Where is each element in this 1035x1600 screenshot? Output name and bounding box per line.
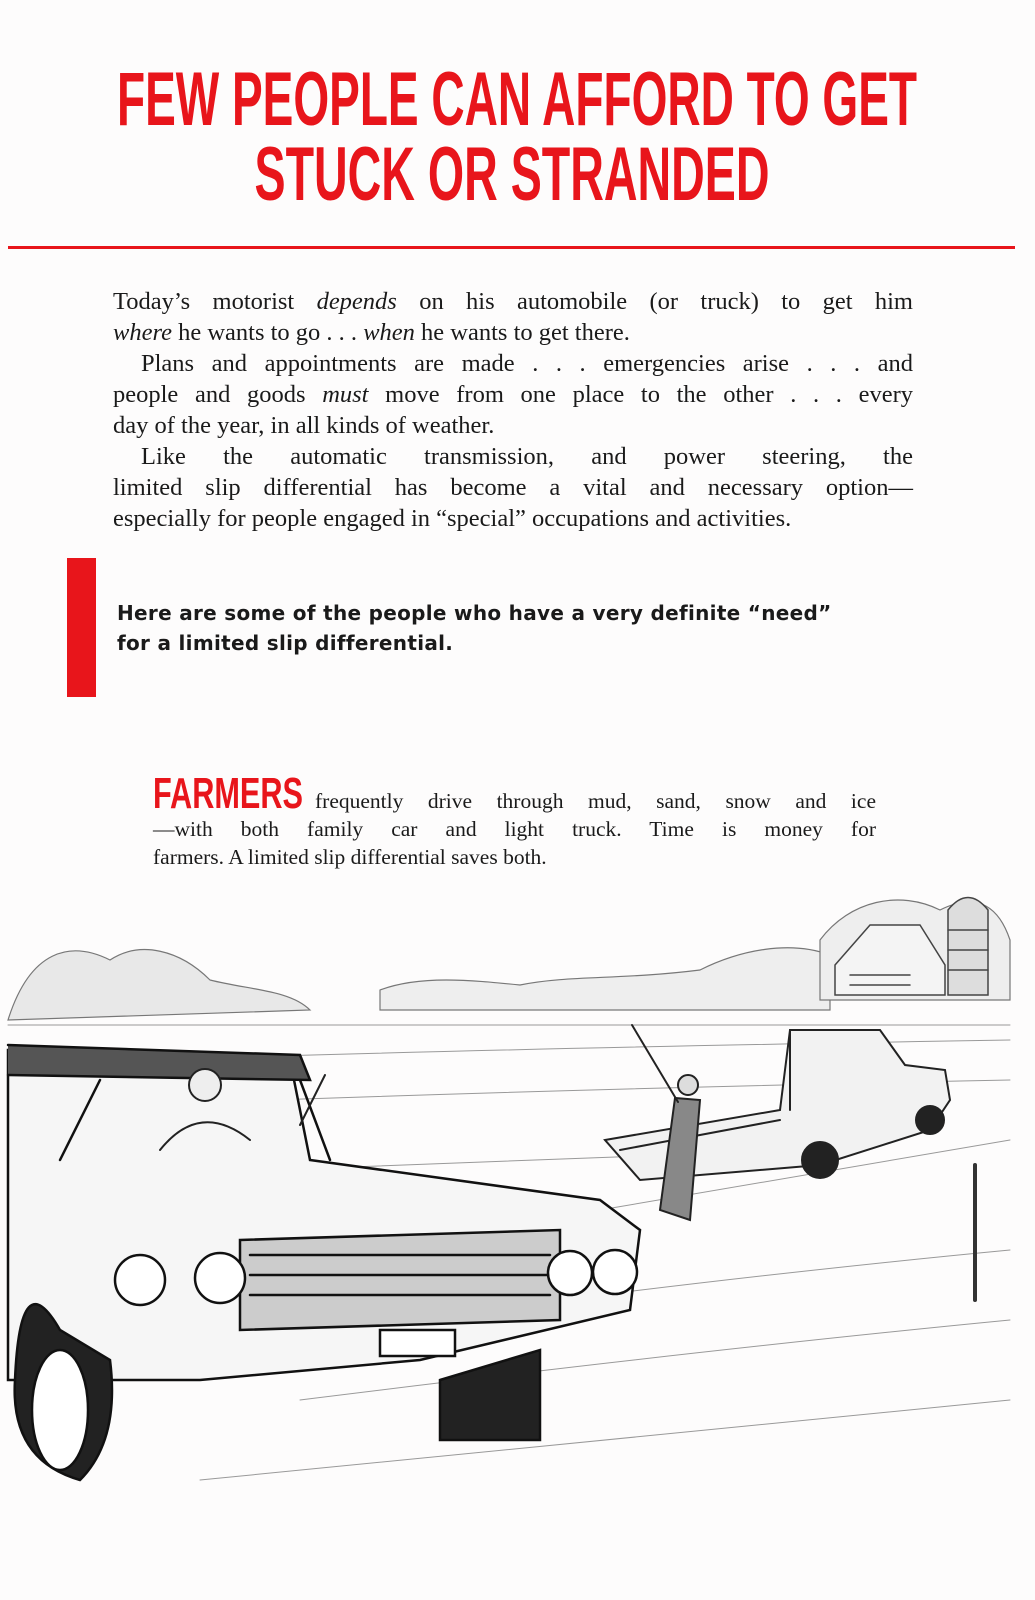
title-line-1: FEW PEOPLE CAN AFFORD TO GET — [117, 57, 917, 142]
text: on his automobile (or truck) to get him — [396, 288, 913, 315]
intro-line — [113, 286, 913, 317]
farm-scene-illustration — [0, 880, 1035, 1540]
callout-text — [117, 598, 917, 658]
farmers-heading-wrap — [153, 769, 305, 818]
text: people and goods — [113, 381, 323, 408]
intro-line: especially for people engaged in “special” occupations and activities. — [113, 505, 792, 532]
emphasis: depends — [316, 288, 397, 315]
silo-icon — [948, 898, 988, 996]
farmers-line: —with both family car and light truck. Time is money for — [153, 817, 876, 841]
emphasis: when — [363, 319, 415, 346]
farmers-heading: FARMERS — [153, 769, 303, 818]
car-icon — [8, 1045, 640, 1480]
farmers-section — [153, 769, 876, 871]
red-divider — [8, 246, 1015, 249]
intro-line — [113, 317, 913, 348]
pickup-truck-icon — [605, 1030, 950, 1180]
title-line-2: STUCK OR STRANDED — [254, 132, 770, 217]
intro-text — [113, 286, 913, 534]
intro-line: day of the year, in all kinds of weather. — [113, 412, 495, 439]
text: Today’s motorist — [113, 288, 317, 315]
intro-line: limited slip differential has become a vital and necessary option— — [113, 474, 913, 501]
farmer-waving-icon — [632, 1025, 700, 1220]
text: he wants to get there. — [414, 319, 630, 346]
intro-line: Plans and appointments are made . . . emergencies arise . . . and — [141, 350, 913, 377]
text: he wants to go . . . — [171, 319, 364, 346]
farmers-line — [153, 769, 876, 818]
emphasis: must — [322, 381, 369, 408]
page-title — [0, 50, 1035, 220]
callout-line-1: Here are some of the people who have a very definite “need” — [117, 601, 832, 625]
callout-line-2: for a limited slip differential. — [117, 631, 454, 655]
intro-line — [113, 379, 913, 410]
intro-line: Like the automatic transmission, and power steering, the — [141, 443, 913, 470]
callout-red-bar — [67, 558, 96, 697]
text: frequently drive through mud, sand, snow and ice — [315, 789, 876, 813]
emphasis: where — [113, 319, 172, 346]
text: move from one place to the other . . . every — [368, 381, 913, 408]
farmers-line: farmers. A limited slip differential saves both. — [153, 845, 547, 869]
